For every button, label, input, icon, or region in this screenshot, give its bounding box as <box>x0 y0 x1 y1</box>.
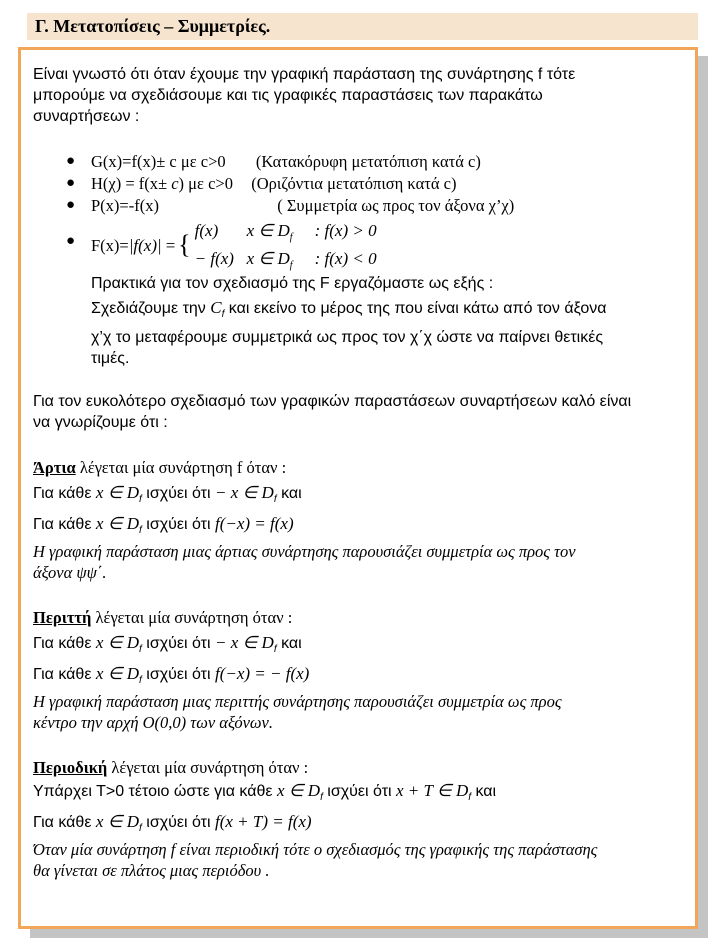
even-line-1 <box>33 482 691 504</box>
text: ισχύει ότι <box>141 485 215 502</box>
case-expr: f(x) <box>194 221 219 240</box>
list-item <box>33 151 691 173</box>
case-domain: x ∈ D <box>246 249 290 268</box>
math: x ∈ D <box>95 812 140 831</box>
term: Περιοδική <box>33 758 108 777</box>
even-section <box>33 457 691 583</box>
note: (Κατακόρυφη μετατόπιση κατά c) <box>255 152 481 171</box>
practical-paragraph <box>33 273 691 369</box>
content-body <box>33 64 691 881</box>
easier-line: Για τον ευκολότερο σχεδιασμό των γραφικών παραστάσεων συναρτήσεων καλό είναι <box>33 393 632 410</box>
periodic-line-2 <box>33 811 691 833</box>
intro-line: συναρτήσεων : <box>33 108 140 125</box>
plus-minus: ± c <box>158 174 179 193</box>
subscript: f <box>273 644 277 655</box>
text: και <box>276 635 302 652</box>
text: και <box>471 783 497 800</box>
odd-definition <box>33 607 691 628</box>
subscript: f <box>139 494 142 505</box>
periodic-line-1 <box>33 780 691 802</box>
plus-minus: ± <box>156 152 166 171</box>
easier-line: να γνωρίζουμε ότι : <box>33 414 168 431</box>
text: Για κάθε <box>33 666 96 683</box>
text: ισχύει ότι <box>322 783 397 800</box>
subscript: f <box>139 525 142 536</box>
math: f(x + T) = f(x) <box>214 812 312 831</box>
note: ( Συμμετρία ως προς τον άξονα χ’χ) <box>277 196 515 215</box>
even-note: Η γραφική παράσταση μιας άρτιας συνάρτησης παρουσιάζει συμμετρία ως προς τον <box>33 542 576 561</box>
text: Για κάθε <box>33 814 96 831</box>
const-c: c <box>165 152 177 171</box>
text: και <box>276 485 302 502</box>
formula-h: H(χ) = f(x <box>91 174 159 193</box>
subscript: f <box>139 823 142 834</box>
math: − x ∈ D <box>214 633 274 652</box>
practical-line: Πρακτικά για τον σχεδιασμό της F εργαζόμαστε ως εξής : <box>91 275 494 292</box>
periodic-note: θα γίνεται σε πλάτος μιας περιόδου . <box>33 861 270 880</box>
even-note: άξονα ψψ΄. <box>33 563 107 582</box>
math: x ∈ D <box>95 633 140 652</box>
math: x ∈ D <box>95 483 140 502</box>
formula-g: G(x)=f(x) <box>91 152 157 171</box>
easier-paragraph <box>33 391 691 433</box>
math-c: C <box>210 298 222 317</box>
odd-line-1 <box>33 632 691 654</box>
subscript: f <box>221 309 225 320</box>
math: x ∈ D <box>276 781 321 800</box>
odd-note: κέντρο την αρχή Ο(0,0) των αξόνων. <box>33 713 273 732</box>
bullet-icon: ● <box>66 197 76 213</box>
formula-p: P(x)=-f(x) <box>91 196 159 215</box>
math: x + T ∈ D <box>396 781 469 800</box>
text: λέγεται μία συνάρτηση όταν : <box>107 758 309 777</box>
list-item <box>33 195 691 217</box>
subscript: f <box>320 792 323 803</box>
math: x ∈ D <box>95 664 140 683</box>
periodic-note: Όταν μία συνάρτηση f είναι περιοδική τότε ο σχεδιασμός της γραφικής της παράστασης <box>33 840 598 859</box>
text: λέγεται μία συνάρτηση f όταν : <box>75 458 287 477</box>
equals: = <box>164 235 177 255</box>
subscript: f <box>139 675 142 686</box>
text: λέγεται μία συνάρτηση όταν : <box>91 608 293 627</box>
section-title-text: Γ. Μετατοπίσεις – Συμμετρίες. <box>35 16 271 36</box>
text: ισχύει ότι <box>141 666 215 683</box>
subscript: f <box>139 644 142 655</box>
practical-line: χ’χ το μεταφέρουμε συμμετρικά ως προς τον χ΄χ ώστε να παίρνει θετικές <box>91 329 604 346</box>
transform-list <box>33 151 691 275</box>
abs-value: |f(x)| <box>128 235 162 255</box>
text: ισχύει ότι <box>141 814 215 831</box>
content-frame <box>18 47 698 929</box>
text: και εκείνο το μέρος της που είναι κάτω από τον άξονα <box>224 300 607 317</box>
intro-line: Είναι γνωστό ότι όταν έχουμε την γραφική παράσταση της συνάρτησης f τότε <box>33 66 576 83</box>
subscript: f <box>468 792 472 803</box>
formula-f: F(x)= <box>91 235 129 255</box>
subscript: f <box>289 232 293 243</box>
text: ισχύει ότι <box>141 635 215 652</box>
practical-line: τιμές. <box>91 350 130 367</box>
case-expr: − f(x) <box>194 249 234 268</box>
text: Για κάθε <box>33 516 96 533</box>
odd-note: Η γραφική παράσταση μιας περιττής συνάρτησης παρουσιάζει συμμετρία ως προς <box>33 692 562 711</box>
subscript: f <box>289 260 293 271</box>
list-item <box>33 173 691 195</box>
brace-icon: { <box>178 230 191 259</box>
periodic-section <box>33 757 691 881</box>
term: Άρτια <box>33 458 76 477</box>
odd-section <box>33 607 691 733</box>
math: − x ∈ D <box>214 483 274 502</box>
subscript: f <box>273 494 277 505</box>
term: Περιττή <box>33 608 92 627</box>
case-domain: x ∈ D <box>246 221 290 240</box>
math: x ∈ D <box>95 514 140 533</box>
practical-line <box>91 297 691 319</box>
cases <box>195 217 377 273</box>
case-condition: : f(x) < 0 <box>314 249 377 268</box>
text: Για κάθε <box>33 635 96 652</box>
bullet-icon: ● <box>66 153 76 169</box>
math: f(−x) = − f(x) <box>214 664 310 683</box>
text: Για κάθε <box>33 485 96 502</box>
text: Σχεδιάζουμε την <box>91 300 211 317</box>
condition: με c>0 <box>184 174 233 193</box>
periodic-definition <box>33 757 691 778</box>
paren: ) <box>178 174 185 193</box>
math: f(−x) = f(x) <box>214 514 294 533</box>
even-line-2 <box>33 513 691 535</box>
formula-f-abs <box>91 217 377 273</box>
even-definition <box>33 457 691 478</box>
bullet-icon: ● <box>66 233 76 249</box>
condition: με c>0 <box>176 152 226 171</box>
list-item <box>33 217 691 275</box>
bullet-icon: ● <box>66 175 76 191</box>
intro-line: μπορούμε να σχεδιάσουμε και τις γραφικές παραστάσεις των παρακάτω <box>33 87 543 104</box>
intro-paragraph <box>33 64 691 127</box>
note: (Οριζόντια μετατόπιση κατά c) <box>251 174 457 193</box>
odd-line-2 <box>33 663 691 685</box>
case-condition: : f(x) > 0 <box>314 221 377 240</box>
text: ισχύει ότι <box>141 516 215 533</box>
section-title <box>27 13 698 40</box>
text: Υπάρχει Τ>0 τέτοιο ώστε για κάθε <box>33 783 277 800</box>
